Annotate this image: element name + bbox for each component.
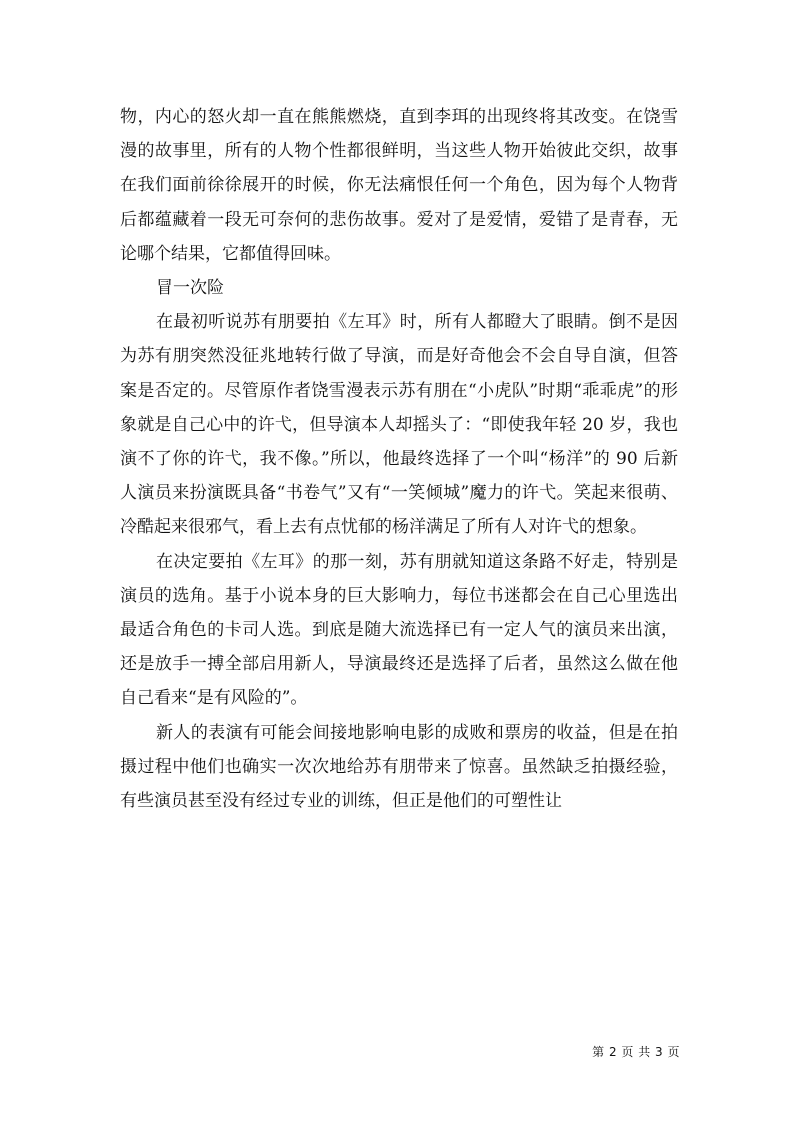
section-heading: 冒一次险 [156, 278, 224, 299]
paragraph-casting: 在最初听说苏有朋要拍《左耳》时，所有人都瞪大了眼睛。倒不是因为苏有朋突然没征兆地转行做了导演，而是好奇他会不会自导自演，但答案是否定的。尽管原作者饶雪漫表示苏有朋在“小虎队”时期“乖乖虎”的形象就是自己心中的许弋，但导演本人却摇头了：“即使我年轻 20 岁，我也演不了你的许弋，我不像。”所以，他最终选择了一个叫“杨洋”的 90 后新人演员来扮演既具备“书卷气”又有“一笑倾城”魔力的许弋。笑起来很萌、冷酷起来很邪气，看上去有点忧郁的杨洋满足了所有人对许弋的想象。 [120, 312, 678, 538]
paragraph-newcomers: 新人的表演有可能会间接地影响电影的成败和票房的收益，但是在拍摄过程中他们也确实一次次地给苏有朋带来了惊喜。虽然缺乏拍摄经验，有些演员甚至没有经过专业的训练，但正是他们的可塑性让 [120, 722, 678, 812]
document-body [120, 100, 678, 818]
page-number-footer: 第 2 页 共 3 页 [592, 1045, 680, 1059]
paragraph-risk: 在决定要拍《左耳》的那一刻，苏有朋就知道这条路不好走，特别是演员的选角。基于小说本身的巨大影响力，每位书迷都会在自己心里选出最适合角色的卡司人选。到底是随大流选择已有一定人气的演员来出演，还是放手一搏全部启用新人，导演最终还是选择了后者，虽然这么做在他自己看来“是有风险的”。 [120, 551, 678, 709]
paragraph-continuation: 物，内心的怒火却一直在熊熊燃烧，直到李珥的出现终将其改变。在饶雪漫的故事里，所有的人物个性都很鲜明，当这些人物开始彼此交织，故事在我们面前徐徐展开的时候，你无法痛恨任何一个角色，因为每个人物背后都蕴藏着一段无可奈何的悲伤故事。爱对了是爱情，爱错了是青春，无论哪个结果，它都值得回味。 [120, 107, 678, 264]
